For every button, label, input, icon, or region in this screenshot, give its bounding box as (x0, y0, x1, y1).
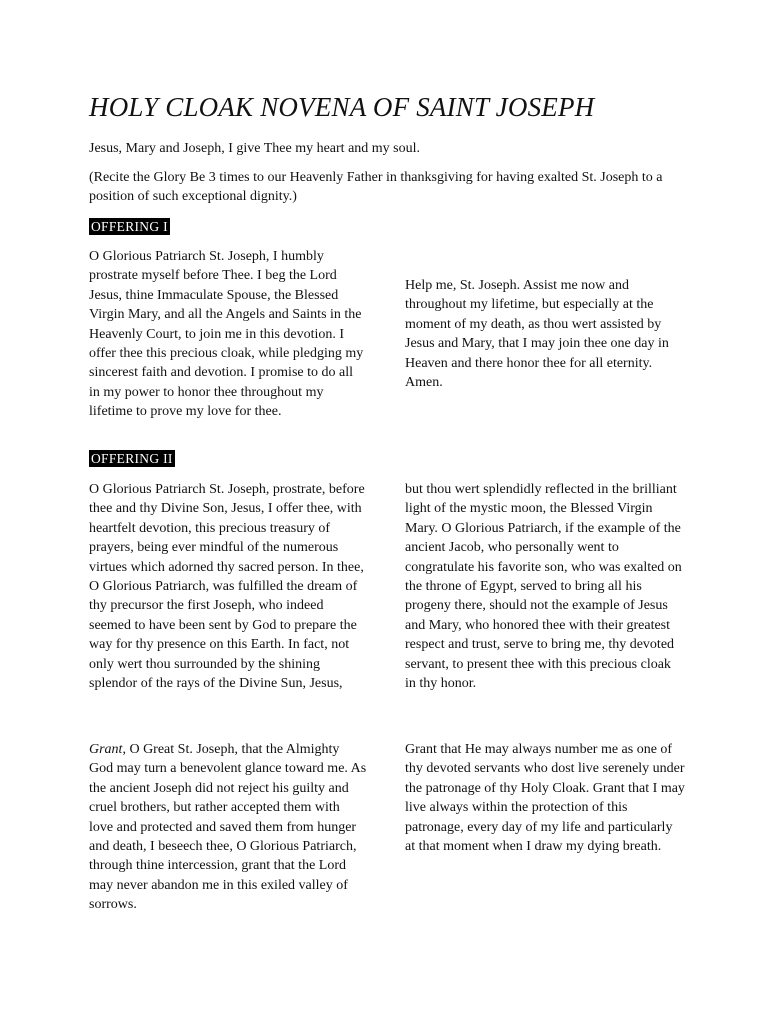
grant-left-text: , O Great St. Joseph, that the Almighty God may turn a benevolent glance toward me. As the ancient Joseph did not reject his guilty and cruel brothers, but rather accepted them with love and protected and saved them from hunger and death, I beseech thee, O Glorious Patriarch, through thine intercession, grant that the Lord may never abandon me in this exiled valley of sorrows. (89, 742, 367, 913)
offering-1-right-text: Help me, St. Joseph. Assist me now and throughout my lifetime, but especially at the moment of my death, as thou wert assisted by Jesus and Mary, that I may join thee one day in Heaven and there honor thee for all eternity. Amen. (405, 278, 669, 391)
offering-1-heading: OFFERING I (91, 219, 168, 234)
intro-line: Jesus, Mary and Joseph, I give Thee my heart and my soul. (89, 141, 421, 156)
document-title: HOLY CLOAK NOVENA OF SAINT JOSEPH (89, 92, 595, 122)
offering-2-right-text: but thou wert splendidly reflected in the brilliant light of the mystic moon, the Blessed Virgin Mary. O Glorious Patriarch, if the example of the ancient Jacob, who personally went to congratulate his favorite son, who was exalted on the throne of Egypt, served to bring all his progeny there, should not the example of Jesus and Mary, who honored thee with their greatest respect and trust, serve to bring me, thy devoted servant, to present thee with this precious cloak in thy honor. (405, 482, 682, 692)
grant-left-paragraph (89, 740, 367, 915)
offering-1-left-text: O Glorious Patriarch St. Joseph, I humbly prostrate myself before Thee. I beg the Lord Jesus, thine Immaculate Spouse, the Blessed Virgin Mary, and all the Angels and Saints in the Heavenly Court, to join me in this devotion. I offer thee this precious cloak, while pledging my sincerest faith and devotion. I promise to do all in my power to honor thee throughout my lifetime to prove my love for thee. (89, 249, 364, 420)
offering-2-heading: OFFERING II (91, 451, 173, 466)
instruction-text: (Recite the Glory Be 3 times to our Heavenly Father in thanksgiving for having exalted St. Joseph to a position of such exceptional dignity.) (89, 170, 663, 205)
grant-emphasis: Grant (89, 742, 123, 757)
grant-right-text: Grant that He may always number me as one of thy devoted servants who dost live serenely under the patronage of thy Holy Cloak. Grant that I may live always within the protection of this patronage, every day of my life and particularly at that moment when I draw my dying breath. (405, 742, 685, 855)
offering-2-left-text: O Glorious Patriarch St. Joseph, prostrate, before thee and thy Divine Son, Jesus, I offer thee, with heartfelt devotion, this precious treasury of prayers, being ever mindful of the numerous virtues which adorned thy sacred person. In thee, O Glorious Patriarch, was fulfilled the dream of thy precursor the first Joseph, who indeed seemed to have been sent by God to prepare the way for thy presence on this Earth. In fact, not only wert thou surrounded by the shining splendor of the rays of the Divine Sun, Jesus, (89, 482, 365, 692)
